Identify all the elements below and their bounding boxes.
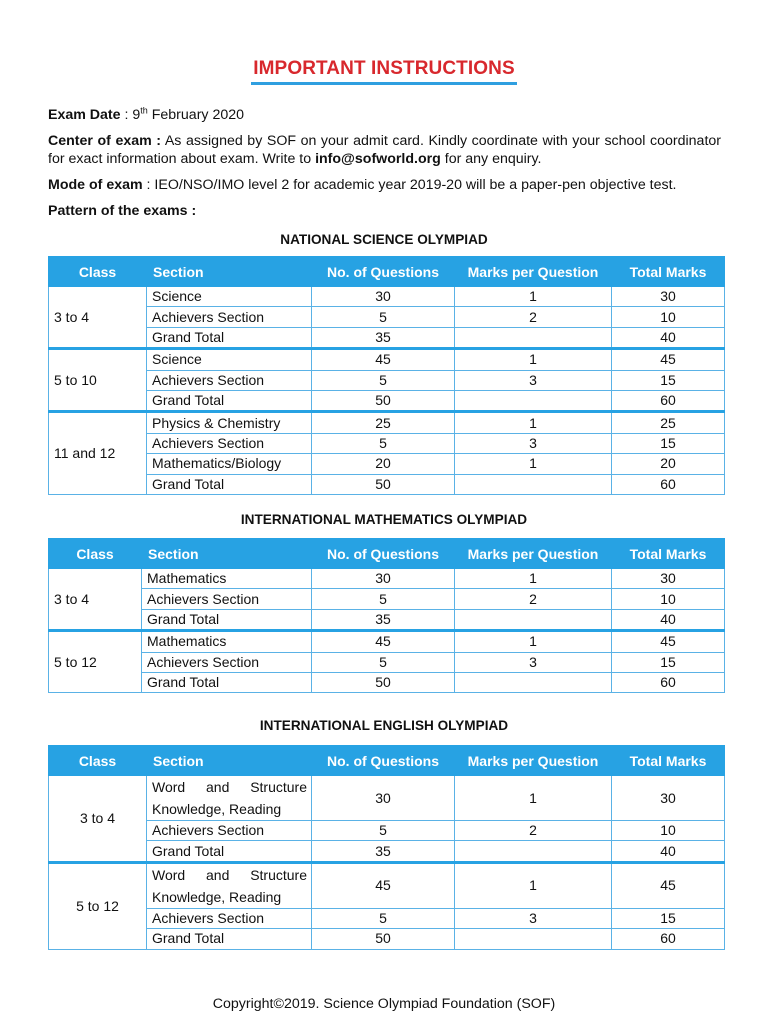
questions-cell: 45 xyxy=(312,862,455,908)
table-row xyxy=(49,821,725,841)
total-marks-cell: 60 xyxy=(612,929,725,949)
pattern-label xyxy=(48,202,721,220)
total-marks-cell: 30 xyxy=(612,569,725,589)
total-marks-cell: 25 xyxy=(612,412,725,433)
total-marks-cell: 10 xyxy=(612,307,725,327)
total-marks-cell: 15 xyxy=(612,370,725,390)
section-cell: Mathematics xyxy=(142,569,312,589)
exam-date-label: Exam Date xyxy=(48,107,121,123)
marks-per-question-cell xyxy=(455,474,612,494)
marks-per-question-cell: 1 xyxy=(455,287,612,307)
questions-cell: 5 xyxy=(312,652,455,672)
table-row xyxy=(49,327,725,348)
center-text: As assigned by SOF on your admit card. Kindly coordinate with your school coordinator for exact information about exam. Write to xyxy=(48,133,721,167)
total-marks-cell: 45 xyxy=(612,631,725,652)
questions-cell: 25 xyxy=(312,412,455,433)
section-cell: Achievers Section xyxy=(142,652,312,672)
section-cell: Science xyxy=(147,349,312,370)
marks-per-question-cell: 1 xyxy=(455,862,612,908)
center-label: Center of exam : xyxy=(48,133,162,149)
class-cell: 3 to 4 xyxy=(49,287,147,349)
total-marks-cell: 20 xyxy=(612,454,725,474)
table-row xyxy=(49,390,725,411)
table-row xyxy=(49,569,725,589)
table-row xyxy=(49,841,725,862)
center-of-exam-paragraph xyxy=(48,132,721,168)
column-header: Total Marks xyxy=(612,539,725,569)
questions-cell: 30 xyxy=(312,776,455,821)
exam-date-day: 9 xyxy=(132,107,141,123)
section-cell: Science xyxy=(147,287,312,307)
marks-per-question-cell: 1 xyxy=(455,569,612,589)
questions-cell: 50 xyxy=(312,474,455,494)
questions-cell: 5 xyxy=(312,433,455,453)
section-cell: Grand Total xyxy=(147,390,312,411)
section-cell: Grand Total xyxy=(147,929,312,949)
total-marks-cell: 60 xyxy=(612,390,725,411)
total-marks-cell: 10 xyxy=(612,589,725,609)
table-header-row xyxy=(49,539,725,569)
column-header: Section xyxy=(147,746,312,776)
questions-cell: 50 xyxy=(312,390,455,411)
column-header: Class xyxy=(49,257,147,287)
mode-text: : IEO/NSO/IMO level 2 for academic year 2019-20 will be a paper-pen objective test. xyxy=(142,177,677,193)
column-header: No. of Questions xyxy=(312,746,455,776)
questions-cell: 45 xyxy=(312,349,455,370)
table-row xyxy=(49,776,725,821)
table-row xyxy=(49,589,725,609)
column-header: Marks per Question xyxy=(455,746,612,776)
total-marks-cell: 45 xyxy=(612,349,725,370)
section-cell: Achievers Section xyxy=(147,433,312,453)
column-header: Section xyxy=(142,539,312,569)
table-header-row xyxy=(49,746,725,776)
questions-cell: 5 xyxy=(312,370,455,390)
section-cell: Grand Total xyxy=(147,474,312,494)
column-header: No. of Questions xyxy=(312,257,455,287)
column-header: Class xyxy=(49,746,147,776)
questions-cell: 5 xyxy=(312,589,455,609)
questions-cell: 30 xyxy=(312,287,455,307)
questions-cell: 35 xyxy=(312,841,455,862)
marks-per-question-cell: 2 xyxy=(455,821,612,841)
marks-per-question-cell: 3 xyxy=(455,908,612,928)
questions-cell: 20 xyxy=(312,454,455,474)
total-marks-cell: 15 xyxy=(612,652,725,672)
imo-table xyxy=(48,538,725,693)
table-row xyxy=(49,609,725,630)
total-marks-cell: 30 xyxy=(612,776,725,821)
imo-title: INTERNATIONAL MATHEMATICS OLYMPIAD xyxy=(240,512,528,527)
marks-per-question-cell xyxy=(455,327,612,348)
section-cell: Word and Structure Knowledge, Reading xyxy=(147,862,312,908)
section-cell: Grand Total xyxy=(142,609,312,630)
nso-table xyxy=(48,256,725,495)
exam-date-line xyxy=(48,106,721,124)
marks-per-question-cell xyxy=(455,390,612,411)
questions-cell: 50 xyxy=(312,929,455,949)
total-marks-cell: 60 xyxy=(612,474,725,494)
section-cell: Mathematics xyxy=(142,631,312,652)
section-cell: Achievers Section xyxy=(147,307,312,327)
class-cell: 5 to 12 xyxy=(49,862,147,949)
table-row xyxy=(49,929,725,949)
total-marks-cell: 30 xyxy=(612,287,725,307)
exam-date-sep: : xyxy=(120,107,133,123)
section-cell: Physics & Chemistry xyxy=(147,412,312,433)
marks-per-question-cell: 1 xyxy=(455,776,612,821)
total-marks-cell: 10 xyxy=(612,821,725,841)
marks-per-question-cell: 2 xyxy=(455,307,612,327)
marks-per-question-cell: 1 xyxy=(455,349,612,370)
section-cell: Achievers Section xyxy=(147,908,312,928)
table-row xyxy=(49,672,725,692)
total-marks-cell: 40 xyxy=(612,841,725,862)
column-header: Total Marks xyxy=(612,257,725,287)
questions-cell: 35 xyxy=(312,327,455,348)
nso-title: NATIONAL SCIENCE OLYMPIAD xyxy=(280,232,488,247)
questions-cell: 5 xyxy=(312,307,455,327)
class-cell: 5 to 12 xyxy=(49,631,142,693)
section-cell: Grand Total xyxy=(147,841,312,862)
table-row xyxy=(49,652,725,672)
table-row xyxy=(49,370,725,390)
page-heading xyxy=(0,58,768,85)
marks-per-question-cell xyxy=(455,929,612,949)
section-cell: Achievers Section xyxy=(147,370,312,390)
class-cell: 5 to 10 xyxy=(49,349,147,412)
column-header: Class xyxy=(49,539,142,569)
ieo-table xyxy=(48,745,725,950)
column-header: No. of Questions xyxy=(312,539,455,569)
marks-per-question-cell: 3 xyxy=(455,652,612,672)
marks-per-question-cell xyxy=(455,672,612,692)
section-cell: Achievers Section xyxy=(147,821,312,841)
column-header: Total Marks xyxy=(612,746,725,776)
questions-cell: 45 xyxy=(312,631,455,652)
total-marks-cell: 45 xyxy=(612,862,725,908)
table-row xyxy=(49,908,725,928)
marks-per-question-cell xyxy=(455,841,612,862)
mode-label: Mode of exam xyxy=(48,177,143,193)
exam-date-rest: February 2020 xyxy=(147,107,245,123)
table-row xyxy=(49,433,725,453)
section-cell: Grand Total xyxy=(142,672,312,692)
total-marks-cell: 40 xyxy=(612,327,725,348)
exam-date-suffix: th xyxy=(140,105,148,116)
class-cell: 3 to 4 xyxy=(49,776,147,863)
total-marks-cell: 40 xyxy=(612,609,725,630)
column-header: Section xyxy=(147,257,312,287)
pattern-label-text: Pattern of the exams : xyxy=(48,203,197,219)
table-row xyxy=(49,631,725,652)
column-header: Marks per Question xyxy=(455,257,612,287)
marks-per-question-cell: 3 xyxy=(455,370,612,390)
table-row xyxy=(49,287,725,307)
questions-cell: 50 xyxy=(312,672,455,692)
marks-per-question-cell: 1 xyxy=(455,631,612,652)
copyright-footer: Copyright©2019. Science Olympiad Foundation (SOF) xyxy=(212,996,556,1012)
total-marks-cell: 60 xyxy=(612,672,725,692)
section-cell: Grand Total xyxy=(147,327,312,348)
marks-per-question-cell: 2 xyxy=(455,589,612,609)
marks-per-question-cell xyxy=(455,609,612,630)
table-header-row xyxy=(49,257,725,287)
section-cell: Mathematics/Biology xyxy=(147,454,312,474)
questions-cell: 30 xyxy=(312,569,455,589)
table-row xyxy=(49,454,725,474)
table-row xyxy=(49,307,725,327)
table-row xyxy=(49,862,725,908)
center-tail: for any enquiry. xyxy=(440,151,542,167)
total-marks-cell: 15 xyxy=(612,908,725,928)
section-cell: Word and Structure Knowledge, Reading xyxy=(147,776,312,821)
questions-cell: 5 xyxy=(312,821,455,841)
questions-cell: 5 xyxy=(312,908,455,928)
table-row xyxy=(49,474,725,494)
email-link[interactable]: info@sofworld.org xyxy=(315,151,441,167)
class-cell: 3 to 4 xyxy=(49,569,142,631)
section-cell: Achievers Section xyxy=(142,589,312,609)
heading-text: IMPORTANT INSTRUCTIONS xyxy=(251,58,517,85)
mode-of-exam-line xyxy=(48,176,721,194)
class-cell: 11 and 12 xyxy=(49,412,147,495)
table-row xyxy=(49,349,725,370)
table-row xyxy=(49,412,725,433)
ieo-title: INTERNATIONAL ENGLISH OLYMPIAD xyxy=(259,718,509,733)
total-marks-cell: 15 xyxy=(612,433,725,453)
marks-per-question-cell: 1 xyxy=(455,412,612,433)
marks-per-question-cell: 1 xyxy=(455,454,612,474)
marks-per-question-cell: 3 xyxy=(455,433,612,453)
questions-cell: 35 xyxy=(312,609,455,630)
column-header: Marks per Question xyxy=(455,539,612,569)
